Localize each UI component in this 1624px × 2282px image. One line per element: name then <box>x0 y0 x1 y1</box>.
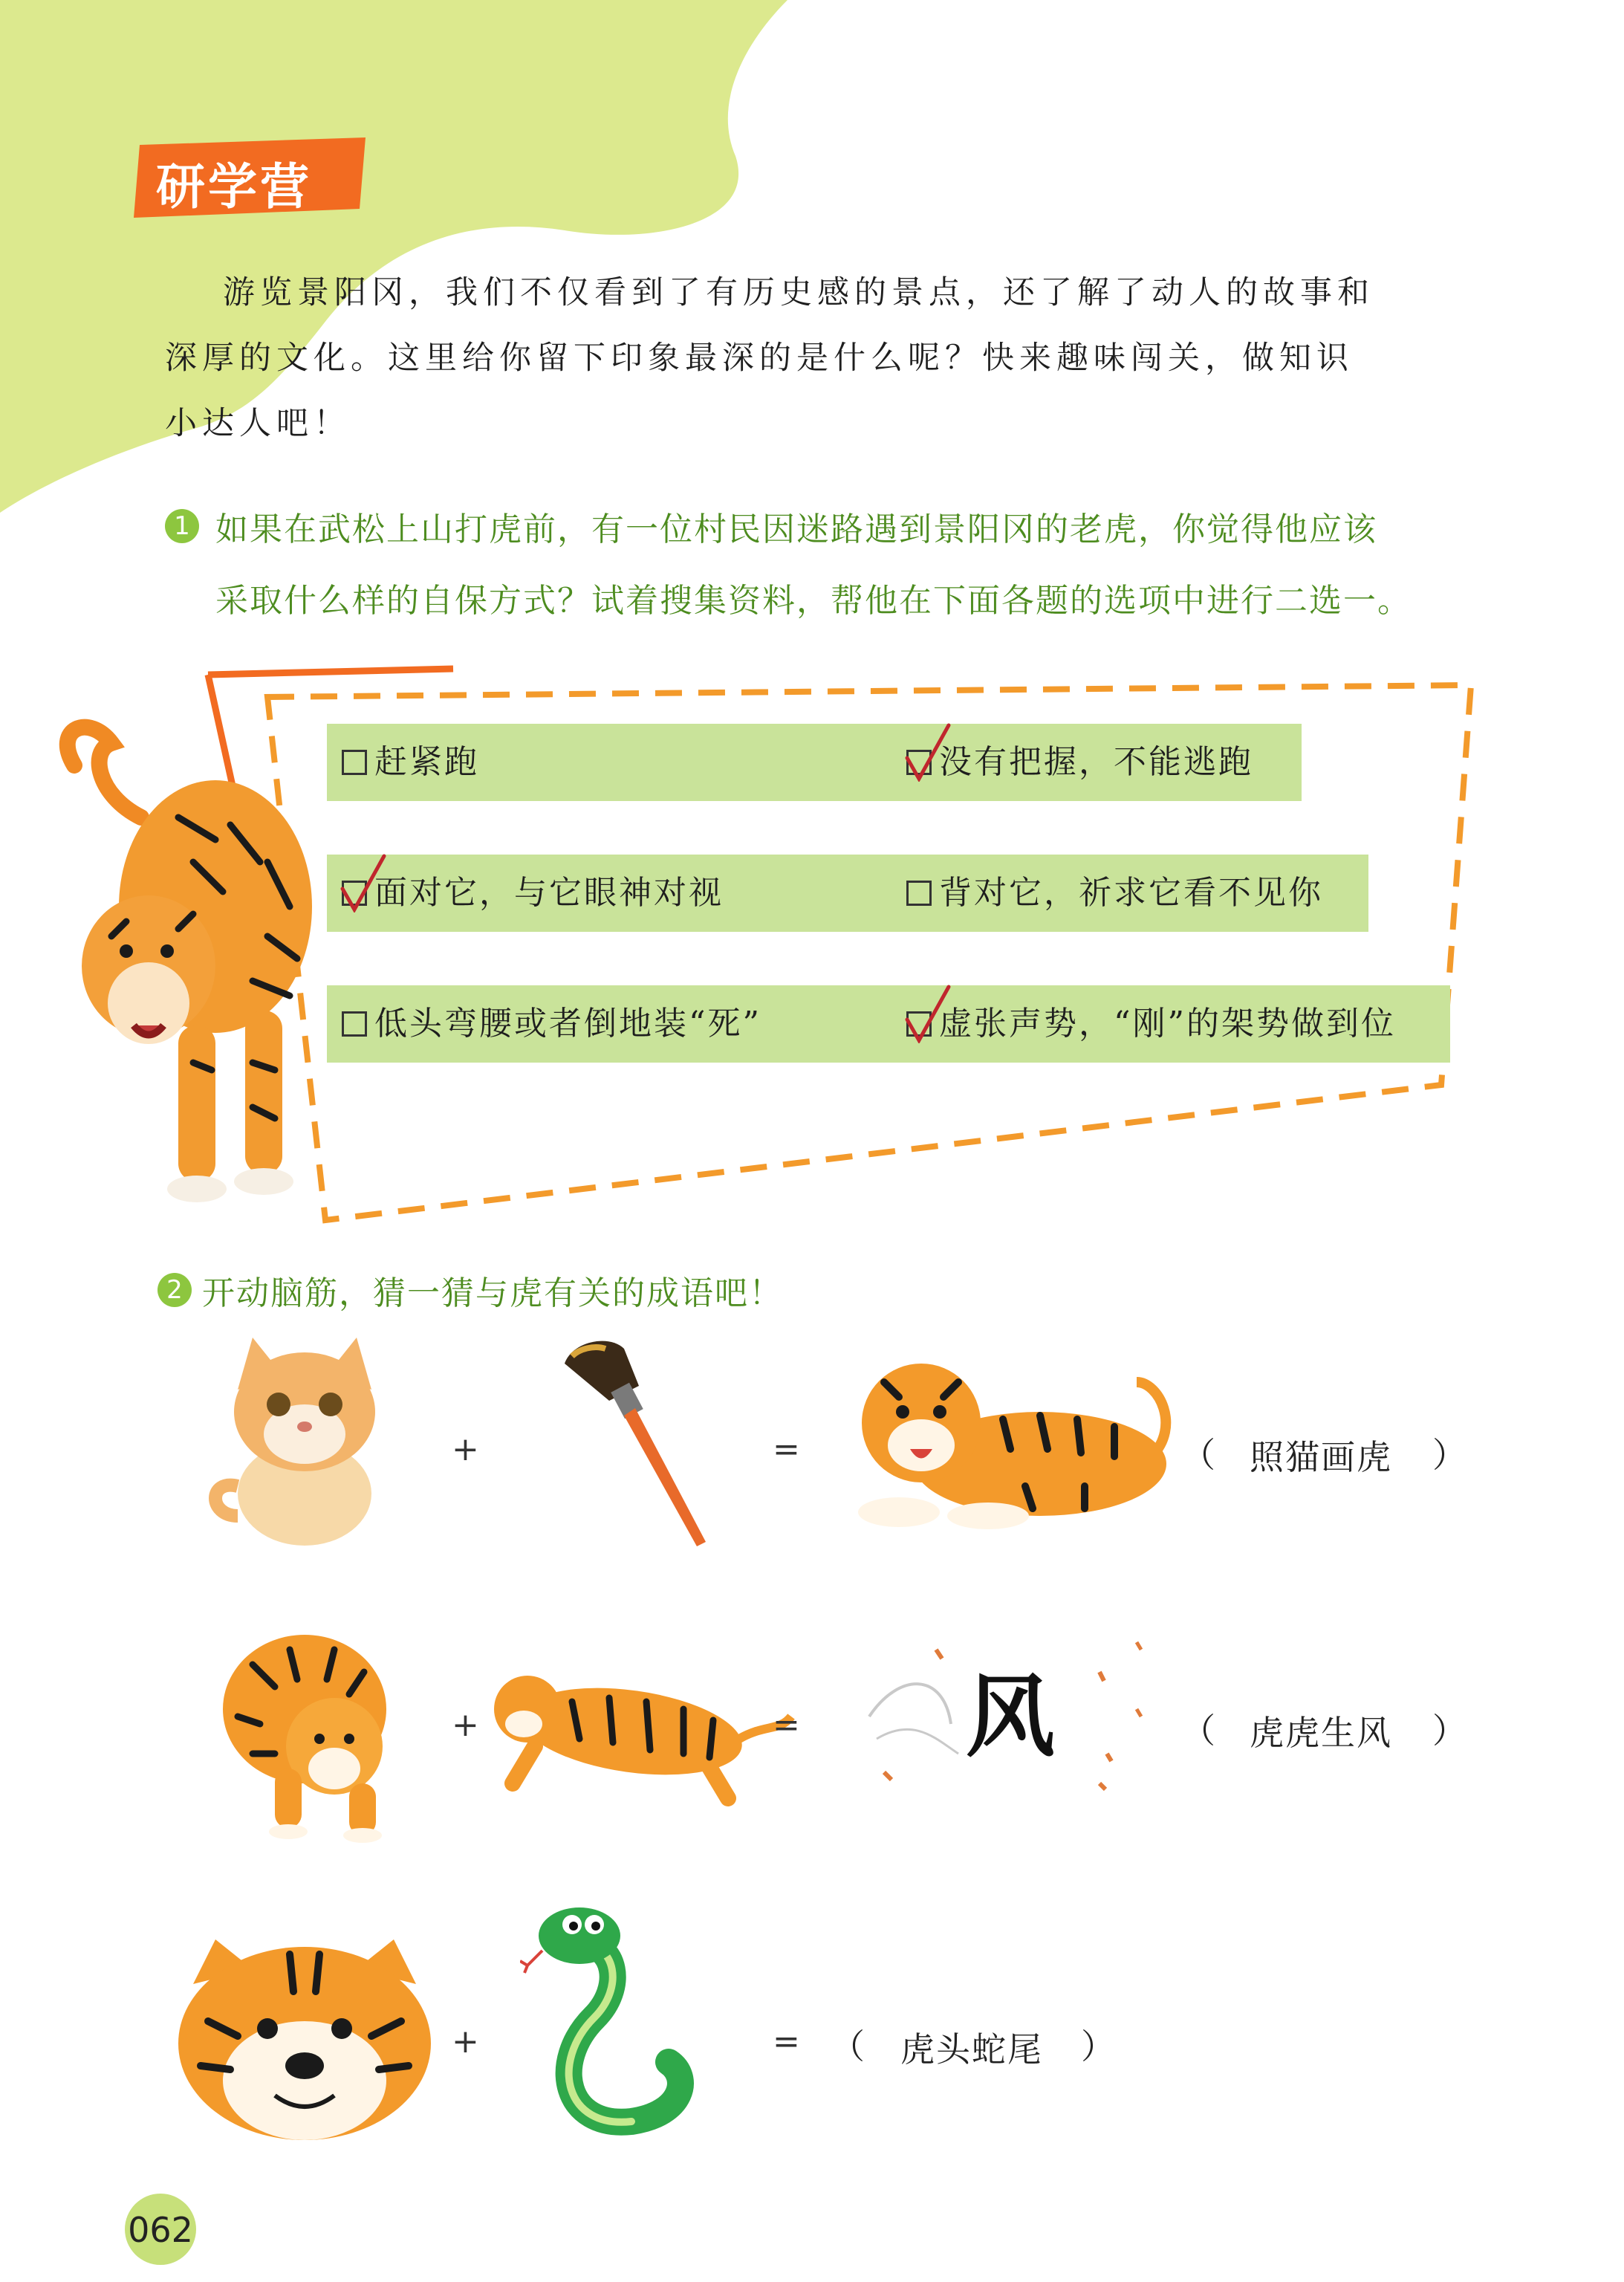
equals-sign-3: = <box>773 2023 800 2061</box>
page-number: 062 <box>128 2210 193 2250</box>
option-1[interactable] <box>342 724 479 801</box>
check-mark-icon <box>904 722 952 782</box>
option-3[interactable] <box>342 855 724 932</box>
paintbrush-illustration <box>550 1334 721 1549</box>
lying-tiger-illustration <box>839 1352 1181 1538</box>
option-5-checkbox[interactable] <box>342 1011 367 1037</box>
answer-2: 虎虎生风 <box>1250 1713 1392 1753</box>
answer-1: 照猫画虎 <box>1250 1437 1392 1477</box>
plus-sign-2: + <box>452 1706 479 1744</box>
question-1-line-1: 如果在武松上山打虎前，有一位村民因迷路遇到景阳冈的老虎，你觉得他应该 <box>215 510 1377 548</box>
intro-line-2: 深厚的文化。这里给你留下印象最深的是什么呢？快来趣味闯关，做知识 <box>165 340 1354 377</box>
option-4[interactable] <box>906 855 1323 932</box>
option-1-label: 赶紧跑 <box>374 743 479 781</box>
equals-sign-1: = <box>773 1430 800 1468</box>
plus-sign-3: + <box>452 2023 479 2061</box>
question-2-text: 开动脑筋，猜一猜与虎有关的成语吧！ <box>202 1274 783 1312</box>
option-6-checkbox[interactable] <box>906 1011 932 1037</box>
option-2-checkbox[interactable] <box>906 750 932 775</box>
answer-3: 虎头蛇尾 <box>900 2029 1043 2069</box>
answer-2-paren-close: ） <box>1432 1711 1467 1751</box>
option-6[interactable] <box>906 985 1396 1063</box>
intro-line-3: 小达人吧！ <box>165 405 351 442</box>
crouching-tiger-illustration <box>208 1620 409 1843</box>
question-2-number: 2 <box>157 1273 192 1307</box>
plus-sign-1: + <box>452 1430 479 1468</box>
option-1-checkbox[interactable] <box>342 750 367 775</box>
answer-3-paren-close: ） <box>1081 2026 1115 2067</box>
option-3-checkbox[interactable] <box>342 881 367 906</box>
check-mark-icon <box>340 853 387 913</box>
equals-sign-2: = <box>773 1706 800 1744</box>
answer-1-paren-open: （ <box>1181 1435 1215 1475</box>
check-mark-icon <box>904 984 952 1043</box>
leaping-tiger-illustration <box>483 1650 795 1821</box>
option-6-label: 虚张声势，“刚”的架势做到位 <box>939 1005 1396 1043</box>
option-4-label: 背对它，祈求它看不见你 <box>939 874 1323 912</box>
question-1-line-2: 采取什么样的自保方式？试着搜集资料，帮他在下面各题的选项中进行二选一。 <box>215 582 1412 620</box>
option-5[interactable] <box>342 985 761 1063</box>
answer-2-paren-open: （ <box>1181 1711 1215 1751</box>
cat-illustration <box>208 1330 401 1546</box>
option-2-label: 没有把握，不能逃跑 <box>939 743 1253 781</box>
section-title: 研学营 <box>156 158 312 215</box>
option-4-checkbox[interactable] <box>906 881 932 906</box>
snake-illustration <box>520 1899 698 2144</box>
wind-character: 风 <box>966 1666 1055 1769</box>
tiger-head-illustration <box>163 1925 446 2140</box>
option-5-label: 低头弯腰或者倒地装“死” <box>374 1005 761 1043</box>
answer-3-paren-open: （ <box>831 2026 865 2067</box>
question-1-number: 1 <box>165 509 199 543</box>
answer-1-paren-close: ） <box>1432 1435 1467 1475</box>
option-2[interactable] <box>906 724 1253 801</box>
option-3-label: 面对它，与它眼神对视 <box>374 874 724 912</box>
walking-tiger-illustration <box>45 713 342 1211</box>
intro-line-1: 游览景阳冈，我们不仅看到了有历史感的景点，还了解了动人的故事和 <box>223 274 1374 311</box>
